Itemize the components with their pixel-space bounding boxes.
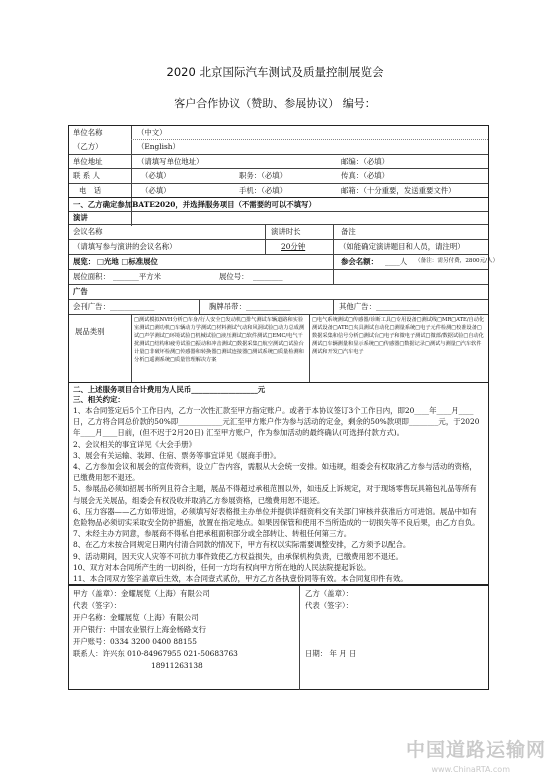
clause: 6、压力容器——乙方如带进馆，必须填写好表格报主办单位并提供详细资料交有关部门审核并获准后方可进馆。展品中如有危险物品必须切实采取安全防护措施，放置在指定地点。如果因保管和使用不当所造成的一切损失等不良后果，由乙方自负。 (73, 506, 480, 528)
party-b-seal[interactable]: 乙方（盖章）： (305, 589, 354, 598)
section-one-heading: 一、乙方确定参加BATE2020，并选择服务项目（不需要的可以不填写） (73, 200, 316, 209)
unit-name-en[interactable]: （English） (137, 142, 180, 151)
talk-header: 演讲 (73, 213, 88, 222)
watermark-logo: 中国道路运输网 (405, 739, 546, 761)
talk-remark-label: 备注 (341, 227, 356, 236)
clause: 9、活动期间，因天灾人灾等不可抗力事件致使乙方权益损失，由承保机构负责，已缴费用恕不退还。 (73, 551, 403, 561)
fax-field[interactable]: 传真：（必填） (341, 171, 390, 180)
talk-duration-field[interactable]: 20分钟 (281, 242, 306, 251)
postcode-field[interactable]: 邮编：（必填） (341, 157, 390, 166)
signature-block (68, 585, 489, 690)
booth-label: 展览： (73, 257, 96, 266)
party-a-account-name: 开户名称：金耀展览（上海）有限公司 (73, 613, 199, 622)
categories-label: 展品类别 (75, 327, 105, 336)
party-a-seal: 甲方（盖章）：金耀展览（上海）有限公司 (73, 589, 210, 598)
lanyard-ad-field[interactable]: 胸牌吊带：____________ (209, 302, 291, 311)
party-a-account-number: 开户账号：0334 3200 0400 88155 (73, 637, 197, 646)
clause-list (73, 405, 482, 584)
party-b-label: （乙方） (73, 142, 103, 151)
clause: 5、参展品必须如招展书所列且符合主题，展品不得超过承租范围以外，如违反上诉规定，对于现场零售玩具箱包礼品等所有与展会无关展品，组委会有权没收并取消乙方参展资格，已缴费用恕不退还。 (73, 484, 477, 505)
contact-label: 联 系 人 (73, 171, 100, 180)
email-field[interactable]: 邮箱：（十分重要，发送重要文件） (341, 186, 456, 195)
party-b-date[interactable]: 日期： 年 月 日 (305, 649, 357, 658)
party-a-mobile: 18911263138 (151, 661, 203, 670)
booth-number-label: 展位号： (219, 272, 249, 281)
booth-area-field[interactable]: _______平方米 (113, 272, 162, 281)
unit-name-cn[interactable]: （中文） (137, 128, 167, 137)
other-ad-field[interactable]: 其他广告：____________ (339, 302, 421, 311)
party-a-bank: 开户银行：中国农业银行上海金杨路支行 (73, 625, 207, 634)
attendee-count-field[interactable]: ____人 (385, 257, 408, 266)
clause: 3、展会有关运输、装卸、住宿、票务等事宜详见《展商手册》。 (73, 450, 281, 460)
booth-area-label: 展位面积： (73, 272, 110, 281)
clause: 7、未经主办方同意，参展商不得私自把承租面积部分或全部转让、转租任何第三方。 (73, 529, 352, 539)
unit-name-label: 单位名称 (73, 128, 103, 137)
attendee-count-label: 参会名额： (341, 257, 378, 266)
categories-col-2[interactable]: □电气系统测试□传感器/诊断工具□专用设备□测试线□MR□ATE/自动化测试设备□ATE□夹具测试自动化□测量系统□电子元件检测□校准设备□数据采集和信号分析□测试台□电子和微电子测试□微部/数据试验□自动化测试□车辆测量和显示系统□□传感器□数据记录□测试与测量□汽车软件测试和开发□汽车电子 (312, 317, 485, 355)
talk-topic-field[interactable]: （请填写参与演讲的会议名称） (73, 242, 177, 251)
position-field[interactable]: 职务：（必填） (239, 171, 288, 180)
page-title: 2020 北京国际汽车测试及质量控制展览会 (166, 65, 384, 79)
contact-field[interactable]: （必填） (141, 171, 171, 180)
party-b-representative[interactable]: 代表（签字）： (305, 601, 354, 610)
section-two-heading: 二、上述服务项目合计费用为人民币__________________元 (73, 385, 266, 394)
attendee-fee-note: （备注：需另付费，2800元/人） (415, 258, 499, 264)
clause: 1、本合同签定后5个工作日内，乙方一次性汇款至甲方指定账户。或者于本协议签订3个工作日内，即20____年____月____日，乙方将合同总价款的50%即____________元汇至甲方账户作为参与活动的定金，剩余的50%款项即________元，于2020年____月____日前，(但不迟于2月20日) 汇至甲方账户，作为参加活动的最终确认(可选择付款方式)。 (73, 406, 480, 438)
talk-duration-label: 演讲时长 (271, 227, 301, 236)
phone-label: 电 话 (79, 186, 102, 195)
party-a-contact: 联系人：许兴东 010-84967955 021-50683763 (73, 649, 238, 658)
address-field[interactable]: （请填写单位地址） (137, 157, 204, 166)
address-label: 单位地址 (73, 157, 103, 166)
phone-field[interactable]: （必填） (141, 186, 171, 195)
clause: 4、乙方参加会议和展会的宣传资料，设立广告内容，需服从大会统一安排。如违规，组委会有权取消乙方参与活动的资格，已缴费用恕不退还。 (73, 462, 477, 483)
ads-header: 广告 (73, 287, 88, 296)
party-a-representative[interactable]: 代表（签字）： (73, 601, 122, 610)
talk-remark-field[interactable]: （如能确定演讲题目和人员，请注明） (339, 242, 465, 251)
journal-ad-field[interactable]: 会刊广告：____________ (73, 302, 155, 311)
agreement-form (68, 125, 499, 585)
clause: 8、在乙方未按合同规定日期内付清合同款的情况下，甲方有权以实际需要调整安排，乙方须予以配合。 (73, 540, 411, 550)
talk-topic-label: 会议名称 (73, 227, 103, 236)
watermark-url: www.ChinaRTA.com (431, 765, 510, 774)
clause: 10、双方对本合同所产生的一切纠纷，任何一方均有权向甲方所在地的人民法院提起诉讼。 (73, 562, 371, 572)
agreement-subtitle: 客户合作协议（赞助、参展协议） 编号： (174, 97, 376, 110)
booth-type-options[interactable]: □光地 □标准展位 (97, 257, 158, 266)
clause: 2、会议相关的事宜详见《大会手册》 (73, 439, 196, 449)
booth-number-field[interactable]: ________ (253, 272, 283, 281)
clause: 11、本合同双方签字盖章后生效，本合同壹式贰份，甲方乙方各执壹份同等有效。本合同复印件有效。 (73, 574, 408, 584)
categories-col-1[interactable]: □测试模拟NVH分析□车身/行人安全□发动机□排气测试车辆道路和实验室测试□测功机□车辆动力学测试□材料测试气动和风洞试验□动力总成测试□声学测试□环境试验□机械试验□液压测试□软件测试□EMC/电气干扰测试□结构和疲劳试验□振动和冲击测试□数据采集□航空测试□试验台计量□非破坏检测□传感器和转换器□测试连接器□测试系统□质量检测和分析□遥测系统□质量管理解决方案 (134, 317, 305, 363)
section-three-heading: 三、相关约定： (73, 395, 125, 404)
mobile-field[interactable]: 手机：（必填） (239, 186, 288, 195)
